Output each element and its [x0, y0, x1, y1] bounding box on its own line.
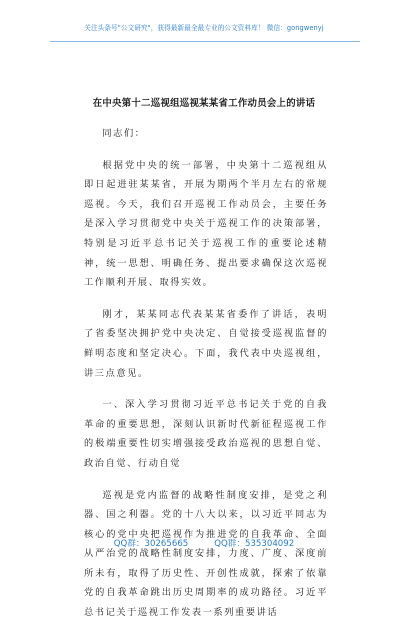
header-divider — [50, 41, 360, 42]
paragraph: 巡视是党内监督的战略性制度安排，是党之利器、国之利器。党的十八大以来，以习近平同志为核心的党中央把巡视作为推进党的自我革命、全面从严治党的战略性制度安排，力度、广度、深度前所未有，取得了历史性、开创性成就，探索了依靠党的自我革命跳出历史周期率的成功路径。习近平总书记关于巡视工作发表一系列重要讲话 — [84, 489, 328, 619]
qq-group-1: QQ群：30265665 — [113, 539, 189, 549]
paragraph: 刚才，某某同志代表某某省委作了讲话，表明了省委坚决拥护党中央决定、自觉接受巡视监督的鲜明态度和坚定决心。下面，我代表中央巡视组，讲三点意见。 — [84, 308, 328, 379]
document-title: 在中央第十二巡视组巡视某某省工作动员会上的讲话 — [92, 98, 316, 109]
footer — [0, 537, 408, 549]
header-banner: 关注头条号"公文研究"，获得最新最全最专业的公文资料库！ 微信：gongwenyj — [84, 24, 324, 32]
section-heading: 一、深入学习贯彻习近平总书记关于党的自我革命的重要思想，深刻认识新时代新征程巡视工作的极端重要性切实增强接受政治巡视的思想自觉、政治自觉、行动自觉 — [84, 399, 328, 469]
paragraph: 根据党中央的统一部署，中央第十二巡视组从即日起进驻某某省，开展为期两个半月左右的常规巡视。今天，我们召开巡视工作动员会，主要任务是深入学习贯彻党中央关于巡视工作的决策部署，特别是习近平总书记关于巡视工作的重要论述精神，统一思想、明确任务、提出要求确保这次巡视工作顺利开展、取得实效。 — [84, 159, 328, 289]
salutation: 同志们： — [102, 128, 146, 139]
qq-group-2: QQ群：535304092 — [214, 539, 295, 549]
